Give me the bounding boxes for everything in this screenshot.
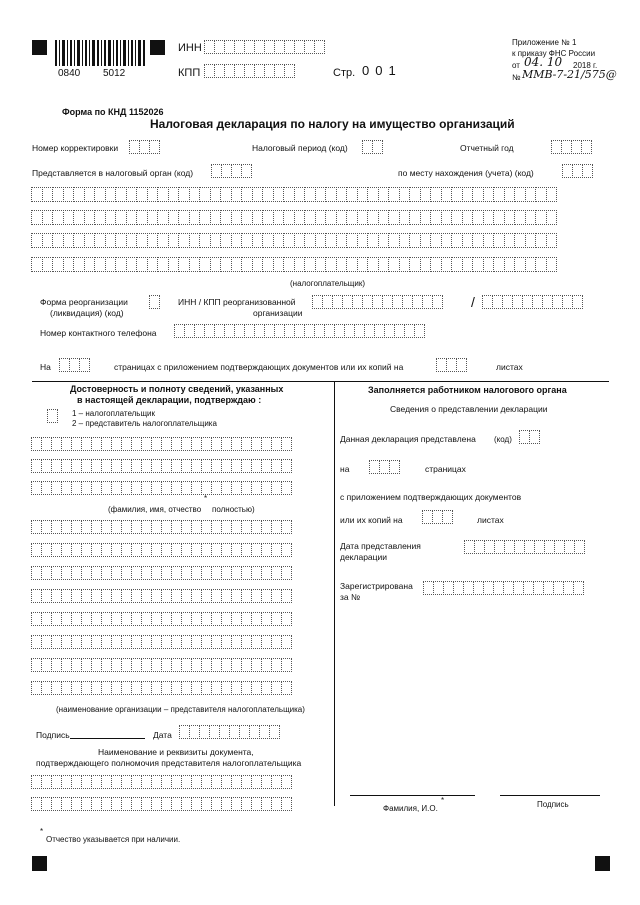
taxpayer-name-row[interactable] bbox=[32, 257, 557, 272]
fio-row[interactable] bbox=[32, 481, 292, 495]
signer-type-cell[interactable] bbox=[48, 409, 58, 423]
sign-label: Подпись bbox=[36, 730, 70, 740]
confirm-heading-1: Достоверность и полноту сведений, указанных bbox=[70, 384, 284, 394]
year-cells[interactable] bbox=[552, 140, 592, 154]
correction-label: Номер корректировки bbox=[32, 143, 119, 153]
taxpayer-name-row[interactable] bbox=[32, 233, 557, 248]
correction-cells[interactable] bbox=[130, 140, 160, 154]
barcode-code-left: 0840 bbox=[58, 68, 81, 79]
registered-number-cells[interactable] bbox=[424, 581, 584, 595]
phone-cells[interactable] bbox=[175, 324, 425, 338]
reorg-inn-label-org: организации bbox=[253, 308, 303, 318]
date-label: Дата bbox=[153, 730, 172, 740]
pages-text: страницах с приложением подтверждающих документов или их копий на bbox=[114, 362, 404, 372]
surname-caption-star: * bbox=[441, 796, 445, 805]
page-number: 001 bbox=[362, 63, 402, 78]
reorg-kpp-cells[interactable] bbox=[483, 295, 583, 309]
footnote-text: Отчество указывается при наличии. bbox=[46, 835, 181, 844]
sheets-label: листах bbox=[496, 362, 523, 372]
sheets-count-cells[interactable] bbox=[437, 358, 467, 372]
right-pages-cells[interactable] bbox=[370, 460, 400, 474]
period-label: Налоговый период (код) bbox=[252, 143, 348, 153]
appendix-year: 2018 г. bbox=[573, 61, 598, 70]
appendix-num-prefix: № bbox=[512, 73, 521, 82]
page-label: Стр. bbox=[333, 67, 356, 79]
with-docs-label: с приложением подтверждающих документов bbox=[340, 492, 522, 502]
signature-caption: Подпись bbox=[537, 800, 569, 809]
org-row[interactable] bbox=[32, 635, 292, 649]
registration-mark-bottom-left bbox=[32, 856, 47, 871]
registered-label-1: Зарегистрирована bbox=[340, 581, 413, 591]
section-divider-vertical bbox=[334, 381, 335, 806]
signer-option-1: 1 – налогоплательщик bbox=[72, 409, 156, 418]
right-pages-label: страницах bbox=[425, 464, 466, 474]
barcode-code-right: 5012 bbox=[103, 68, 126, 79]
right-on-label: на bbox=[340, 464, 350, 474]
organ-label: Представляется в налоговый орган (код) bbox=[32, 168, 194, 178]
appendix-date-handwritten: 04. 10 bbox=[524, 55, 563, 69]
kpp-label: КПП bbox=[178, 67, 201, 79]
reorg-form-label-code: (ликвидация) (код) bbox=[50, 308, 124, 318]
org-row[interactable] bbox=[32, 543, 292, 557]
inspector-subheading: Сведения о представлении декларации bbox=[390, 404, 548, 414]
org-row[interactable] bbox=[32, 589, 292, 603]
org-row[interactable] bbox=[32, 658, 292, 672]
authority-doc-label-1: Наименование и реквизиты документа, bbox=[98, 747, 254, 757]
signer-option-2: 2 – представитель налогоплательщика bbox=[72, 419, 217, 428]
registration-mark-bottom-right bbox=[595, 856, 610, 871]
registration-mark-top-left bbox=[32, 40, 47, 55]
sign-date-cells[interactable] bbox=[180, 725, 280, 739]
section-divider-horizontal bbox=[32, 381, 609, 382]
authority-doc-label-2: подтверждающего полномочия представителя налогоплательщика bbox=[36, 758, 302, 768]
appendix-number: Приложение № 1 bbox=[512, 38, 577, 47]
right-sheets-label: листах bbox=[477, 515, 504, 525]
right-sheets-cells[interactable] bbox=[423, 510, 453, 524]
form-knd: Форма по КНД 1152026 bbox=[62, 107, 164, 117]
authority-doc-row[interactable] bbox=[32, 797, 292, 811]
presented-label: Данная декларация представлена bbox=[340, 434, 476, 444]
inn-cells[interactable] bbox=[205, 40, 325, 54]
surname-line[interactable] bbox=[350, 795, 475, 796]
appendix-order: к приказу ФНС России bbox=[512, 49, 596, 58]
pages-on-label: На bbox=[40, 362, 51, 372]
fio-caption: (фамилия, имя, отчество bbox=[108, 505, 202, 514]
taxpayer-name-row[interactable] bbox=[32, 210, 557, 225]
authority-doc-row[interactable] bbox=[32, 775, 292, 789]
fio-row[interactable] bbox=[32, 437, 292, 451]
org-row[interactable] bbox=[32, 681, 292, 695]
date-presented-label-2: декларации bbox=[340, 552, 388, 562]
registered-label-2: за № bbox=[340, 592, 361, 602]
location-cells[interactable] bbox=[563, 164, 593, 178]
period-cells[interactable] bbox=[363, 140, 383, 154]
presented-code-label: (код) bbox=[494, 435, 512, 444]
sign-line[interactable] bbox=[70, 738, 145, 739]
fio-caption-star: * bbox=[204, 494, 208, 503]
reorg-inn-label: ИНН / КПП реорганизованной bbox=[178, 297, 296, 307]
footnote-star: * bbox=[40, 827, 44, 836]
date-presented-label-1: Дата представления bbox=[340, 541, 421, 551]
kpp-cells[interactable] bbox=[205, 64, 295, 78]
signature-line[interactable] bbox=[500, 795, 600, 796]
reorg-slash: / bbox=[471, 294, 475, 310]
org-row[interactable] bbox=[32, 520, 292, 534]
inn-label: ИНН bbox=[178, 42, 202, 54]
confirm-heading-2: в настоящей декларации, подтверждаю : bbox=[77, 395, 262, 405]
taxpayer-name-row[interactable] bbox=[32, 187, 557, 202]
reorg-form-label: Форма реорганизации bbox=[40, 297, 128, 307]
fio-row[interactable] bbox=[32, 459, 292, 473]
pages-count-cells[interactable] bbox=[60, 358, 90, 372]
taxpayer-caption: (налогоплательщик) bbox=[290, 279, 366, 288]
or-copies-label: или их копий на bbox=[340, 515, 403, 525]
presented-code-cells[interactable] bbox=[520, 430, 540, 444]
org-row[interactable] bbox=[32, 612, 292, 626]
barcode bbox=[55, 40, 145, 66]
surname-caption: Фамилия, И.О. bbox=[383, 804, 438, 813]
reorg-inn-cells[interactable] bbox=[313, 295, 443, 309]
reorg-form-cell[interactable] bbox=[150, 295, 160, 309]
org-row[interactable] bbox=[32, 566, 292, 580]
appendix-date-prefix: от bbox=[512, 61, 520, 70]
date-presented-cells[interactable] bbox=[465, 540, 585, 554]
registration-mark-top-right bbox=[150, 40, 165, 55]
location-label: по месту нахождения (учета) (код) bbox=[398, 168, 534, 178]
year-label: Отчетный год bbox=[460, 143, 514, 153]
fio-caption-tail: полностью) bbox=[212, 505, 255, 514]
inspector-heading: Заполняется работником налогового органа bbox=[368, 385, 567, 395]
form-title: Налоговая декларация по налогу на имущество организаций bbox=[150, 117, 515, 131]
organ-cells[interactable] bbox=[212, 164, 252, 178]
phone-label: Номер контактного телефона bbox=[40, 328, 157, 338]
org-caption: (наименование организации – представителя налогоплательщика) bbox=[56, 705, 305, 714]
appendix-number-handwritten: ММВ-7-21/575@ bbox=[522, 68, 617, 81]
